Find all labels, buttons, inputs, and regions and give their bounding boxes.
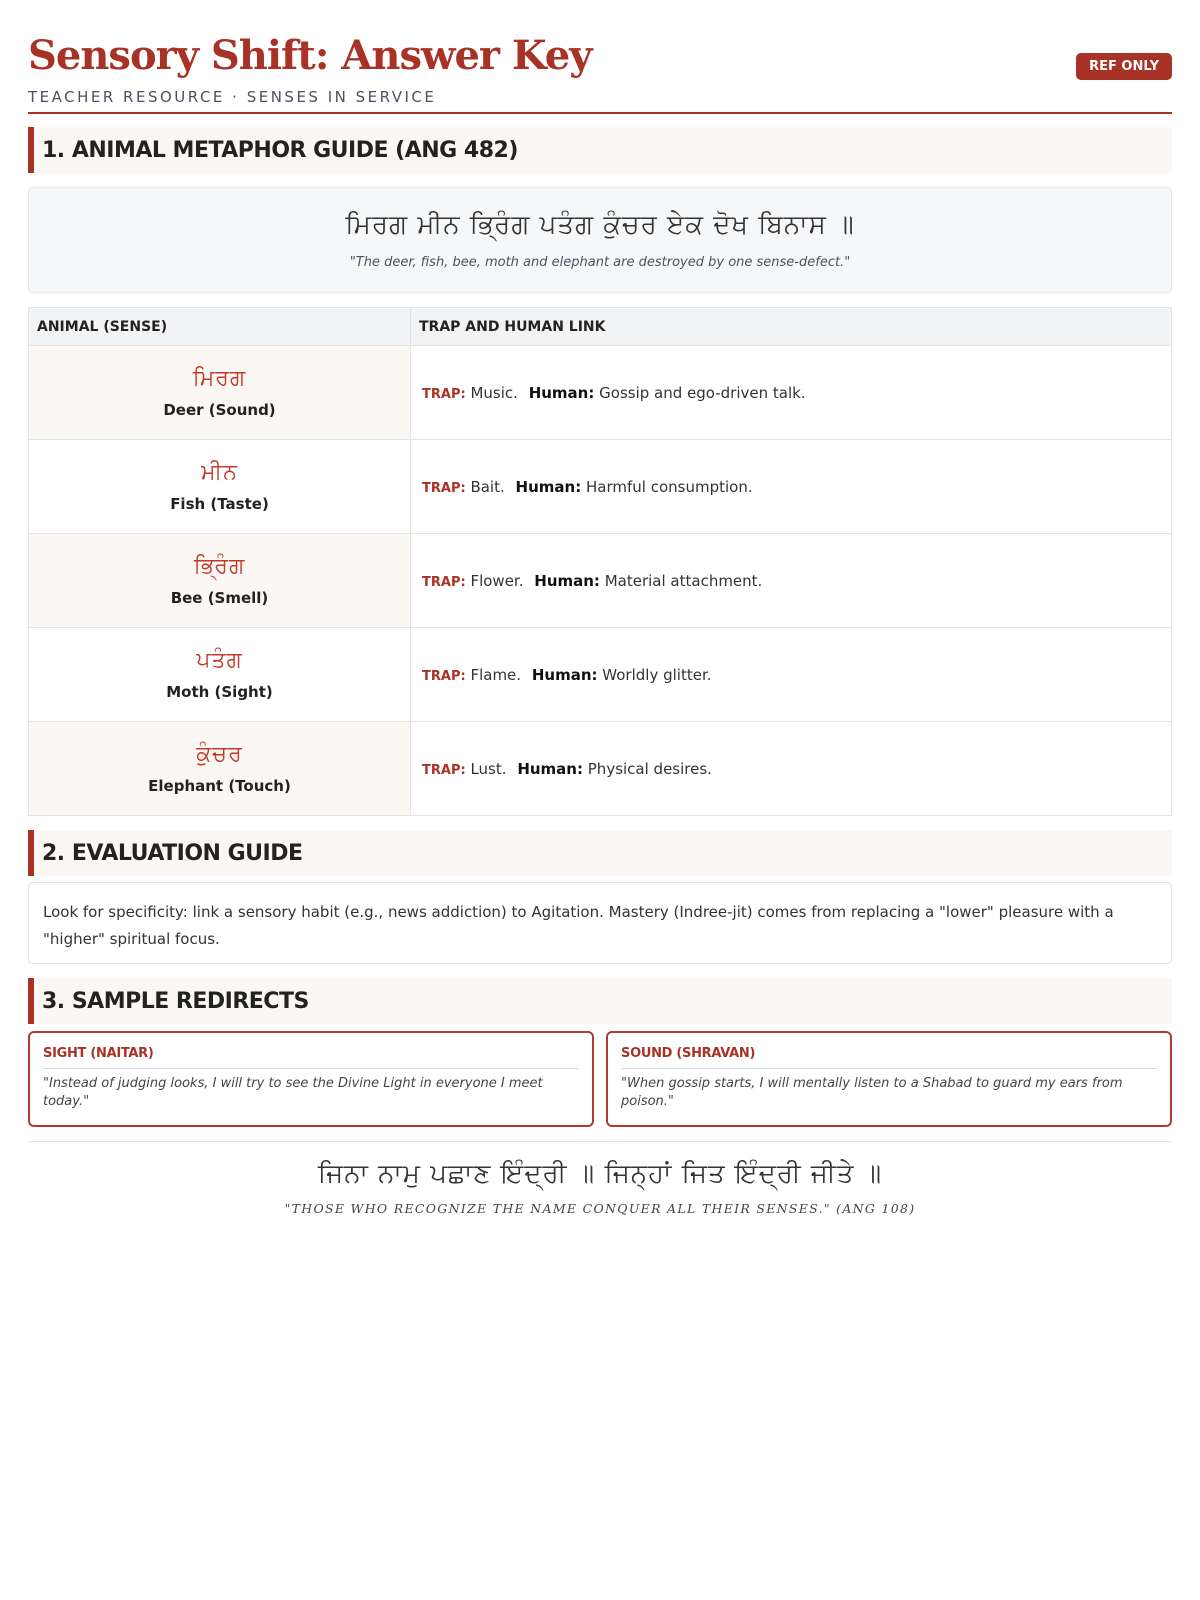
trap-label: TRAP: [422,668,466,684]
trap-cell [411,722,1172,816]
footer-gurmukhi: ਜਿਨਾ ਨਾਮੁ ਪਛਾਣ ਇੰਦ੍ਰੀ ॥ ਜਿਨ੍ਹਾਂ ਜਿਤ ਇੰਦ੍ਰੀ ਜੀਤੇ ॥ [317,1159,883,1189]
redirect-card-text: "Instead of judging looks, I will try to see the Divine Light in everyone I meet today." [43,1076,543,1109]
human-value: Material attachment. [604,571,763,590]
table-row [29,722,1172,816]
human-value: Harmful consumption. [586,477,753,496]
animal-cell [29,628,411,722]
animal-metaphor-table [28,307,1172,816]
human-label: Human: [517,759,583,778]
human-label: Human: [534,571,600,590]
table-row [29,346,1172,440]
evaluation-guide-text: Look for specificity: link a sensory habit (e.g., news addiction) to Agitation. Mastery (Indree-jit) comes from replacing a "lower" pleasure with a "higher" spiritual focus. [28,882,1172,964]
table-row [29,440,1172,534]
trap-label: TRAP: [422,480,466,496]
human-label: Human: [528,383,595,402]
trap-value: Flower. [470,571,524,590]
human-value: Gossip and ego-driven talk. [599,383,806,402]
section-heading-sample-redirects: 3. SAMPLE REDIRECTS [28,978,1172,1024]
footer-translation: "THOSE WHO RECOGNIZE THE NAME CONQUER ALL THEIR SENSES." (ANG 108) [284,1201,916,1216]
redirect-card-sound [606,1031,1172,1127]
quote-gurmukhi: ਮਿਰਗ ਮੀਨ ਭ੍ਰਿੰਗ ਪਤੰਗ ਕੁੰਚਰ ਏਕ ਦੋਖ ਬਿਨਾਸ ॥ [345,210,855,240]
trap-cell [411,346,1172,440]
redirect-card-title: SOUND (SHRAVAN) [621,1046,1157,1069]
human-value: Worldly glitter. [602,665,712,684]
animal-name: Fish (Taste) [170,495,269,513]
trap-value: Flame. [470,665,522,684]
page-subtitle: TEACHER RESOURCE · SENSES IN SERVICE [28,88,437,106]
trap-cell [411,628,1172,722]
trap-value: Lust. [470,759,507,778]
section-heading-animal-metaphor: 1. ANIMAL METAPHOR GUIDE (ANG 482) [28,127,1172,173]
table-row [29,534,1172,628]
trap-label: TRAP: [422,762,466,778]
animal-cell [29,440,411,534]
trap-value: Music. [470,383,518,402]
human-label: Human: [531,665,598,684]
page-footer [28,1142,1172,1216]
quote-translation: "The deer, fish, bee, moth and elephant are destroyed by one sense-defect." [349,255,851,270]
column-header-trap: TRAP AND HUMAN LINK [411,308,1172,346]
section-heading-evaluation: 2. EVALUATION GUIDE [28,830,1172,876]
trap-value: Bait. [470,477,505,496]
human-value: Physical desires. [587,759,712,778]
animal-gurmukhi: ਕੁੰਚਰ [196,742,243,767]
animal-gurmukhi: ਪਤੰਗ [196,648,243,673]
ref-only-badge: REF ONLY [1076,53,1172,80]
animal-cell [29,534,411,628]
animal-gurmukhi: ਮੀਨ [201,460,238,485]
redirect-cards [28,1031,1172,1127]
redirect-card-title: SIGHT (NAITAR) [43,1046,579,1069]
trap-label: TRAP: [422,574,466,590]
trap-cell [411,534,1172,628]
animal-gurmukhi: ਮਿਰਗ [192,366,247,391]
page-title: Sensory Shift: Answer Key [28,32,592,79]
column-header-animal: ANIMAL (SENSE) [29,308,411,346]
animal-cell [29,722,411,816]
animal-name: Moth (Sight) [166,683,273,701]
animal-cell [29,346,411,440]
human-label: Human: [515,477,582,496]
trap-label: TRAP: [422,386,466,402]
animal-gurmukhi: ਭ੍ਰਿੰਗ [193,554,246,579]
trap-cell [411,440,1172,534]
scripture-quote-box [28,187,1172,293]
animal-name: Bee (Smell) [170,589,269,607]
table-row [29,628,1172,722]
page-header [28,0,1172,114]
animal-name: Elephant (Touch) [148,777,291,795]
redirect-card-sight [28,1031,594,1127]
redirect-card-text: "When gossip starts, I will mentally listen to a Shabad to guard my ears from poison." [621,1076,1123,1109]
animal-name: Deer (Sound) [163,401,276,419]
table-header-row [29,308,1172,346]
